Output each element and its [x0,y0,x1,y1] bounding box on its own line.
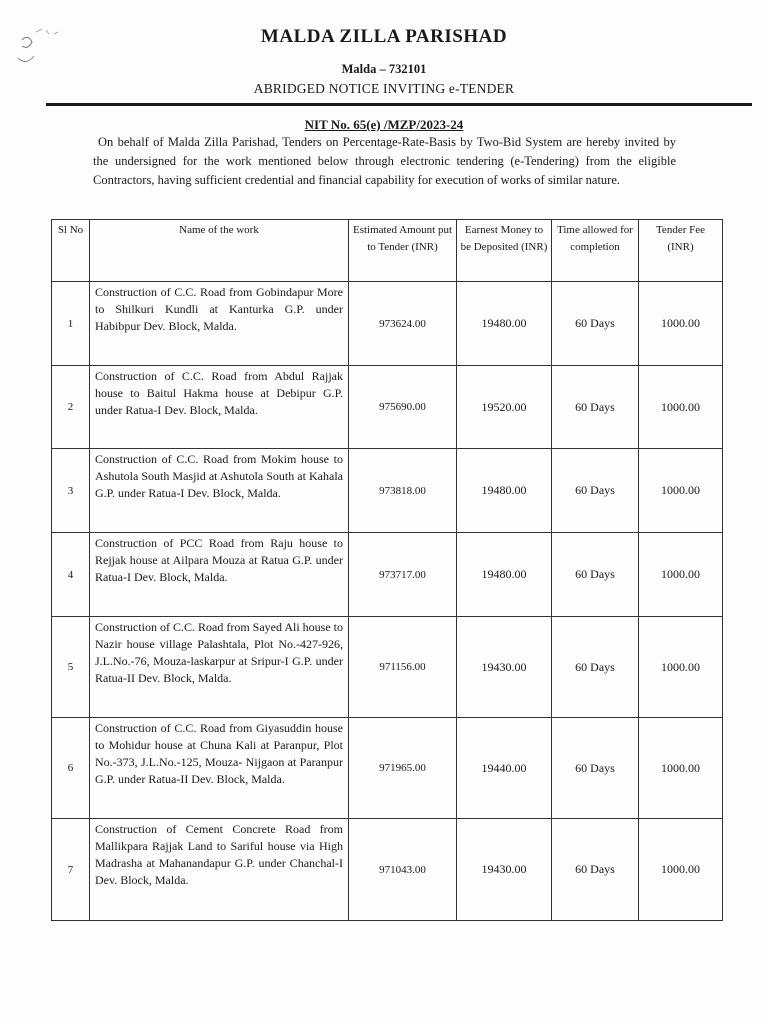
cell-emd: 19430.00 [457,617,552,718]
cell-sl: 5 [52,617,90,718]
cell-emd: 19520.00 [457,366,552,449]
col-header-time: Time allowed for completion [552,220,639,282]
tender-table [51,219,723,921]
col-header-fee: Tender Fee (INR) [639,220,723,282]
col-header-amount: Estimated Amount put to Tender (INR) [349,220,457,282]
table-row [52,617,723,718]
cell-amount: 973624.00 [349,282,457,366]
cell-time: 60 Days [552,366,639,449]
cell-fee: 1000.00 [639,819,723,921]
cell-amount: 971965.00 [349,718,457,819]
cell-work: Construction of C.C. Road from Giyasuddin house to Mohidur house at Chuna Kali at Paranpur, Plot No.-373, J.L.No.-125, Mouza- Nijgaon at Paranpur G.P. under Ratua-II Dev. Block, Malda. [90,718,349,819]
cell-fee: 1000.00 [639,366,723,449]
cell-emd: 19480.00 [457,449,552,533]
cell-fee: 1000.00 [639,533,723,617]
table-row [52,282,723,366]
cell-work: Construction of Cement Concrete Road from Mallikpara Rajjak Land to Sariful house via High Madrasha at Mahanandapur G.P. under Chanchal-I Dev. Block, Malda. [90,819,349,921]
cell-time: 60 Days [552,449,639,533]
cell-sl: 4 [52,533,90,617]
header-divider [46,103,752,106]
cell-sl: 3 [52,449,90,533]
col-header-name: Name of the work [90,220,349,282]
page-title: MALDA ZILLA PARISHAD [260,26,508,47]
nit-number: NIT No. 65(e) /MZP/2023-24 [304,117,464,132]
cell-emd: 19430.00 [457,819,552,921]
cell-fee: 1000.00 [639,282,723,366]
cell-time: 60 Days [552,533,639,617]
intro-paragraph: On behalf of Malda Zilla Parishad, Tenders on Percentage-Rate-Basis by Two-Bid System are hereby invited by the undersigned for the work mentioned below through electronic tendering (e-Tendering) from the eligible Contractors, having sufficient credential and financial capability for execution of works of similar nature. [93,135,676,187]
place-line: Malda – 732101 [341,62,427,76]
cell-fee: 1000.00 [639,617,723,718]
cell-amount: 975690.00 [349,366,457,449]
notice-subtitle: ABRIDGED NOTICE INVITING e-TENDER [253,81,515,96]
cell-amount: 971156.00 [349,617,457,718]
cell-emd: 19480.00 [457,282,552,366]
cell-work: Construction of PCC Road from Raju house to Rejjak house at Ailpara Mouza at Ratua G.P. under Ratua-I Dev. Block, Malda. [90,533,349,617]
cell-time: 60 Days [552,282,639,366]
cell-emd: 19480.00 [457,533,552,617]
cell-time: 60 Days [552,819,639,921]
col-header-sl: Sl No [52,220,90,282]
cell-work: Construction of C.C. Road from Gobindapur More to Shilkuri Kundli at Kanturka G.P. under Habibpur Dev. Block, Malda. [90,282,349,366]
cell-work: Construction of C.C. Road from Sayed Ali house to Nazir house village Palashtala, Plot No.-427-926, J.L.No.-76, Mouza-laskarpur at Sripur-I G.P. under Ratua-II Dev. Block, Malda. [90,617,349,718]
cell-sl: 6 [52,718,90,819]
cell-time: 60 Days [552,617,639,718]
cell-amount: 971043.00 [349,819,457,921]
table-header-row [52,220,723,282]
cell-sl: 7 [52,819,90,921]
cell-work: Construction of C.C. Road from Mokim house to Ashutola South Masjid at Ashutola South at Kahala G.P. under Ratua-I Dev. Block, Malda. [90,449,349,533]
table-row [52,533,723,617]
table-row [52,366,723,449]
cell-fee: 1000.00 [639,449,723,533]
table-row [52,449,723,533]
cell-time: 60 Days [552,718,639,819]
table-row [52,718,723,819]
table-row [52,819,723,921]
cell-emd: 19440.00 [457,718,552,819]
cell-amount: 973717.00 [349,533,457,617]
cell-fee: 1000.00 [639,718,723,819]
cell-work: Construction of C.C. Road from Abdul Rajjak house to Baitul Hakma house at Debipur G.P. under Ratua-I Dev. Block, Malda. [90,366,349,449]
col-header-emd: Earnest Money to be Deposited (INR) [457,220,552,282]
cell-sl: 1 [52,282,90,366]
cell-amount: 973818.00 [349,449,457,533]
cell-sl: 2 [52,366,90,449]
